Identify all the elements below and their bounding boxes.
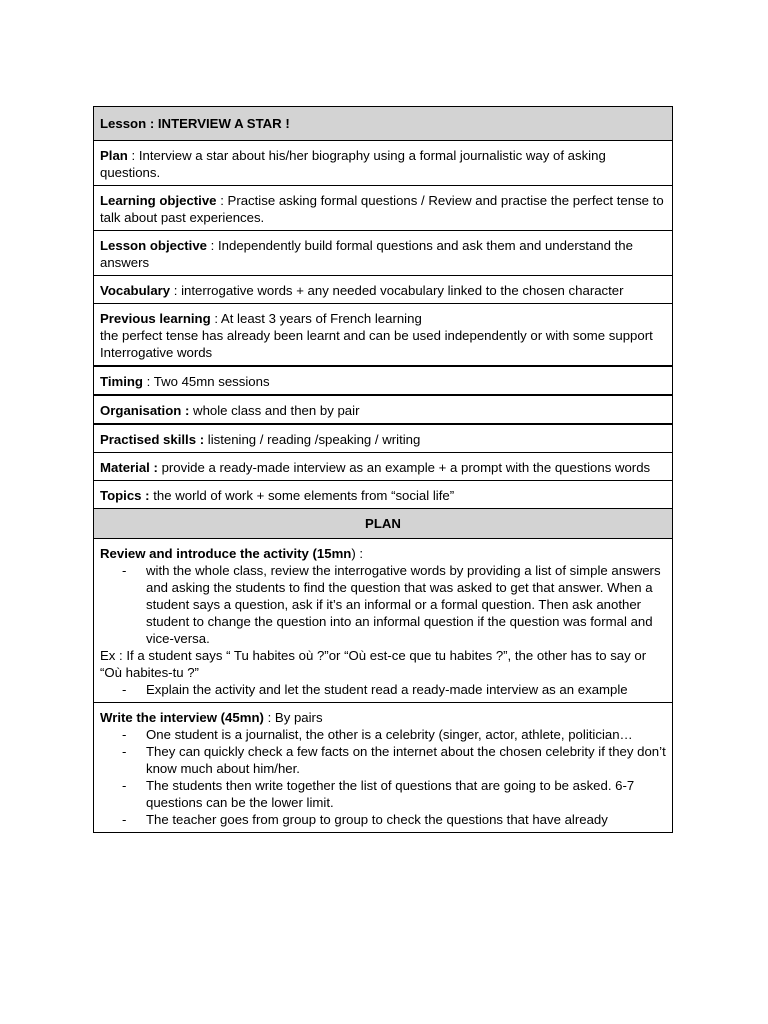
review-text: ) : bbox=[351, 546, 364, 561]
write-bullet-4: - The teacher goes from group to group to check the questions that have already bbox=[100, 811, 666, 828]
timing-text: : Two 45mn sessions bbox=[142, 374, 270, 389]
vocabulary-row bbox=[94, 276, 672, 304]
topics-row bbox=[94, 481, 672, 509]
previous-learning-line-3: Interrogative words bbox=[100, 345, 213, 360]
lesson-objective-row bbox=[94, 231, 672, 276]
review-example: Ex : If a student says “ Tu habites où ?”or “Où est-ce que tu habites ?”, the other has to say or “Où habites-tu ?” bbox=[100, 648, 647, 680]
material-text: provide a ready-made interview as an example + a prompt with the questions words bbox=[157, 460, 651, 475]
practised-skills-row bbox=[94, 425, 672, 453]
lesson-objective-text: : Independently build formal questions and ask them and understand the answers bbox=[100, 238, 633, 270]
practised-skills-label: Practised skills : bbox=[100, 432, 205, 447]
review-row bbox=[94, 539, 672, 703]
review-bullet-1: - with the whole class, review the interrogative words by providing a list of simple answers and asking the students to find the question that was asked to get that answer. When a student says a question, ask if it’s an informal or a formal question. Then ask another student to change the question into an informal question if the question was formal and vice-versa. bbox=[100, 562, 666, 647]
material-label: Material : bbox=[100, 460, 158, 475]
write-bullet-2: - They can quickly check a few facts on the internet about the chosen celebrity if they don’t know much about him/her. bbox=[100, 743, 666, 777]
lesson-plan-table bbox=[93, 106, 673, 833]
write-text: : By pairs bbox=[263, 710, 323, 725]
previous-learning-row bbox=[94, 304, 672, 367]
lesson-title-row bbox=[94, 107, 672, 141]
timing-label: Timing bbox=[100, 374, 143, 389]
review-bullet-2: - Explain the activity and let the student read a ready-made interview as an example bbox=[100, 681, 666, 698]
organisation-row bbox=[94, 396, 672, 425]
write-bullet-3: - The students then write together the list of questions that are going to be asked. 6-7 questions can be the lower limit. bbox=[100, 777, 666, 811]
previous-learning-line-2: the perfect tense has already been learnt and can be used independently or with some support bbox=[100, 328, 653, 343]
lesson-title: INTERVIEW A STAR ! bbox=[157, 116, 290, 131]
organisation-label: Organisation : bbox=[100, 403, 190, 418]
write-bullet-1: - One student is a journalist, the other is a celebrity (singer, actor, athlete, politician… bbox=[100, 726, 666, 743]
plan-text: : Interview a star about his/her biography using a formal journalistic way of asking questions. bbox=[100, 148, 606, 180]
plan-section-header bbox=[94, 509, 672, 539]
plan-section-title: PLAN bbox=[365, 516, 401, 531]
plan-row bbox=[94, 141, 672, 186]
material-row bbox=[94, 453, 672, 481]
organisation-text: whole class and then by pair bbox=[189, 403, 360, 418]
review-list-2 bbox=[100, 681, 666, 698]
write-label: Write the interview (45mn) bbox=[100, 710, 264, 725]
write-list bbox=[100, 726, 666, 828]
topics-label: Topics : bbox=[100, 488, 150, 503]
previous-learning-label: Previous learning bbox=[100, 311, 211, 326]
learning-objective-label: Learning objective bbox=[100, 193, 217, 208]
previous-learning-text: : At least 3 years of French learning bbox=[210, 311, 422, 326]
topics-text: the world of work + some elements from “social life” bbox=[149, 488, 455, 503]
review-label: Review and introduce the activity (15mn bbox=[100, 546, 352, 561]
practised-skills-text: listening / reading /speaking / writing bbox=[204, 432, 421, 447]
write-row bbox=[94, 703, 672, 832]
vocabulary-text: : interrogative words + any needed vocabulary linked to the chosen character bbox=[170, 283, 624, 298]
learning-objective-row bbox=[94, 186, 672, 231]
learning-objective-text: : Practise asking formal questions / Review and practise the perfect tense to talk about past experiences. bbox=[100, 193, 664, 225]
lesson-objective-label: Lesson objective bbox=[100, 238, 208, 253]
vocabulary-label: Vocabulary bbox=[100, 283, 171, 298]
timing-row bbox=[94, 367, 672, 396]
review-list bbox=[100, 562, 666, 647]
plan-label: Plan bbox=[100, 148, 128, 163]
lesson-label: Lesson : bbox=[100, 116, 158, 131]
